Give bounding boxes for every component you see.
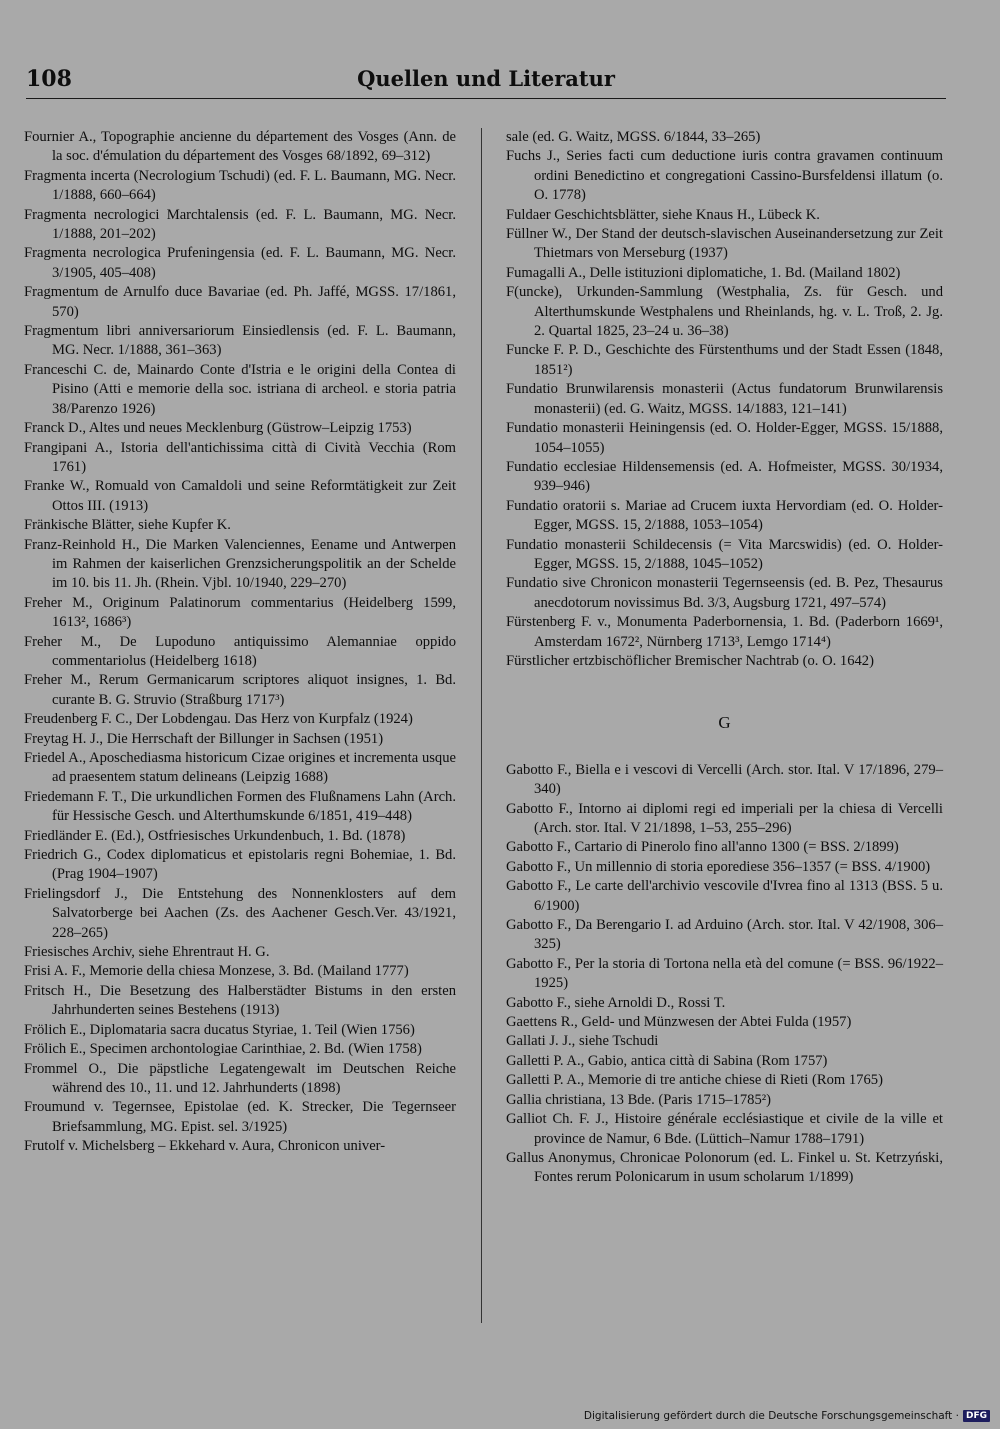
page-header xyxy=(26,66,946,100)
bibliography-entry: Gabotto F., Intorno ai diplomi regi ed imperiali per la chiesa di Vercelli (Arch. stor. Ital. V 21/1898, 1–53, 255–296) xyxy=(506,800,943,836)
bibliography-entry: Fragmenta necrologica Prufeningensia (ed. F. L. Baumann, MG. Necr. 3/1905, 405–408) xyxy=(24,245,456,281)
bibliography-entry: Fumagalli A., Delle istituzioni diplomatiche, 1. Bd. (Mailand 1802) xyxy=(506,264,901,281)
dfg-logo: DFG xyxy=(963,1410,990,1422)
bibliography-entry: Fürstlicher ertzbischöflicher Bremischer Nachtrab (o. O. 1642) xyxy=(506,652,874,669)
bibliography-entry: Frangipani A., Istoria dell'antichissima città di Cività Vecchia (Rom 1761) xyxy=(24,439,456,475)
bibliography-entry: Franck D., Altes und neues Mecklenburg (Güstrow–Leipzig 1753) xyxy=(24,420,412,437)
footer-text: Digitalisierung gefördert durch die Deutsche Forschungsgemeinschaft · xyxy=(583,1410,959,1422)
left-column xyxy=(24,128,456,1157)
bibliography-entry: Frölich E., Specimen archontologiae Carinthiae, 2. Bd. (Wien 1758) xyxy=(24,1041,422,1058)
bibliography-entry: Friedrich G., Codex diplomaticus et epistolaris regni Bohemiae, 1. Bd. (Prag 1904–1907) xyxy=(24,847,456,883)
bibliography-entry: Gabotto F., Biella e i vescovi di Vercelli (Arch. stor. Ital. V 17/1896, 279–340) xyxy=(506,761,943,798)
bibliography-entry: Franz-Reinhold H., Die Marken Valenciennes, Eename und Antwerpen im Rahmen der kaiserlichen Grenzsicherungspolitik an der Schelde im 10. bis 11. Jh. (Rhein. Vjbl. 10/1940, 229–270) xyxy=(24,536,456,592)
bibliography-entry: Friedemann F. T., Die urkundlichen Formen des Flußnamens Lahn (Arch. für Hessische Gesch. und Alterthumskunde 6/1851, 419–448) xyxy=(24,788,456,825)
bibliography-entry: Franke W., Romuald von Camaldoli und seine Reformtätigkeit zur Zeit Ottos III. (1913) xyxy=(24,478,456,514)
bibliography-entry: Gabotto F., Le carte dell'archivio vescovile d'Ivrea fino al 1313 (BSS. 5 u. 6/1900) xyxy=(506,878,943,914)
bibliography-entry: Fournier A., Topographie ancienne du département des Vosges (Ann. de la soc. d'émulation du département des Vosges 68/1892, 69–312) xyxy=(24,129,456,165)
bibliography-entry: Frommel O., Die päpstliche Legatengewalt im Deutschen Reiche während des 10., 11. und 12. Jahrhunderts (1898) xyxy=(24,1060,456,1096)
bibliography-entry: Frielingsdorf J., Die Entstehung des Nonnenklosters auf dem Salvatorberge bei Aachen (Zs. des Aachener Gesch.Ver. 43/1921, 228–265) xyxy=(24,885,456,941)
bibliography-entry: Funcke F. P. D., Geschichte des Fürstenthums und der Stadt Essen (1848, 1851²) xyxy=(506,342,943,378)
bibliography-entry: Frisi A. F., Memorie della chiesa Monzese, 3. Bd. (Mailand 1777) xyxy=(24,963,409,980)
bibliography-entry: Galliot Ch. F. J., Histoire générale ecclésiastique et civile de la ville et province de Namur, 6 Bde. (Lüttich–Namur 1788–1791) xyxy=(506,1111,943,1147)
column-divider xyxy=(481,128,482,1323)
bibliography-entry: Freudenberg F. C., Der Lobdengau. Das Herz von Kurpfalz (1924) xyxy=(24,711,413,728)
bibliography-entry: Fundatio ecclesiae Hildensemensis (ed. A. Hofmeister, MGSS. 30/1934, 939–946) xyxy=(506,458,943,495)
bibliography-entry: Fundatio monasterii Heiningensis (ed. O. Holder-Egger, MGSS. 15/1888, 1054–1055) xyxy=(506,420,943,456)
bibliography-entry: Froumund v. Tegernsee, Epistolae (ed. K. Strecker, Die Tegernseer Briefsammlung, MG. Epist. sel. 3/1925) xyxy=(24,1099,456,1135)
bibliography-entry: Fragmenta necrologici Marchtalensis (ed. F. L. Baumann, MG. Necr. 1/1888, 201–202) xyxy=(24,206,456,243)
bibliography-entry: Gallati J. J., siehe Tschudi xyxy=(506,1033,659,1050)
bibliography-entry: Fragmenta incerta (Necrologium Tschudi) (ed. F. L. Baumann, MG. Necr. 1/1888, 660–664) xyxy=(24,167,456,204)
bibliography-entry: Gabotto F., Cartario di Pinerolo fino all'anno 1300 (= BSS. 2/1899) xyxy=(506,839,899,856)
bibliography-entry: Fuldaer Geschichtsblätter, siehe Knaus H., Lübeck K. xyxy=(506,206,820,223)
running-title: Quellen und Literatur xyxy=(357,66,615,91)
bibliography-entry: Franceschi C. de, Mainardo Conte d'Istria e le origini della Contea di Pisino (Atti e memorie della soc. istriana di archeol. e storia patria 38/Parenzo 1926) xyxy=(24,361,456,417)
bibliography-entry: Fundatio monasterii Schildecensis (= Vita Marcswidis) (ed. O. Holder-Egger, MGSS. 15, 2/1888, 1045–1052) xyxy=(506,536,943,572)
footer xyxy=(584,1410,990,1422)
bibliography-entry: Fundatio oratorii s. Mariae ad Crucem iuxta Hervordiam (ed. O. Holder-Egger, MGSS. 15, 2/1888, 1053–1054) xyxy=(506,497,943,534)
bibliography-entry: Fragmentum de Arnulfo duce Bavariae (ed. Ph. Jaffé, MGSS. 17/1861, 570) xyxy=(24,284,456,320)
bibliography-entry: Gallia christiana, 13 Bde. (Paris 1715–1785²) xyxy=(506,1091,771,1108)
bibliography-entry: Freher M., Rerum Germanicarum scriptores aliquot insignes, 1. Bd. curante B. G. Struvio (Straßburg 1717³) xyxy=(24,672,456,708)
right-column xyxy=(506,128,943,1188)
page-number: 108 xyxy=(26,66,72,92)
bibliography-entry: Gabotto F., Da Berengario I. ad Arduino (Arch. stor. Ital. V 42/1908, 306–325) xyxy=(506,917,943,953)
bibliography-entry: Fuchs J., Series facti cum deductione iuris contra gravamen continuum ordini Benedictino et congregationi Cassino-Bursfeldensi illatum (o. O. 1778) xyxy=(506,148,943,204)
bibliography-entry: Gallus Anonymus, Chronicae Polonorum (ed. L. Finkel u. St. Ketrzyński, Fontes rerum Polonicarum in usum scholarum 1/1899) xyxy=(506,1149,943,1186)
bibliography-entry: Fundatio sive Chronicon monasterii Tegernseensis (ed. B. Pez, Thesaurus anecdotorum novissimus Bd. 3/3, Augsburg 1721, 497–574) xyxy=(506,575,943,611)
right-column-f-entries xyxy=(506,128,943,671)
bibliography-entry: Freytag H. J., Die Herrschaft der Billunger in Sachsen (1951) xyxy=(24,730,384,747)
header-rule xyxy=(26,98,946,99)
bibliography-entry: Gabotto F., siehe Arnoldi D., Rossi T. xyxy=(506,994,726,1011)
bibliography-entry: Fragmentum libri anniversariorum Einsiedlensis (ed. F. L. Baumann, MG. Necr. 1/1888, 361–363) xyxy=(24,323,456,359)
bibliography-entry: Friedländer E. (Ed.), Ostfriesisches Urkundenbuch, 1. Bd. (1878) xyxy=(24,827,406,844)
bibliography-entry: Gabotto F., Per la storia di Tortona nella età del comune (= BSS. 96/1922–1925) xyxy=(506,955,943,992)
bibliography-entry: Fundatio Brunwilarensis monasterii (Actus fundatorum Brunwilarensis monasterii) (ed. G. Waitz, MGSS. 14/1883, 121–141) xyxy=(506,381,943,417)
bibliography-entry: Galletti P. A., Gabio, antica città di Sabina (Rom 1757) xyxy=(506,1052,828,1069)
bibliography-entry: Galletti P. A., Memorie di tre antiche chiese di Rieti (Rom 1765) xyxy=(506,1072,883,1089)
bibliography-entry: Gaettens R., Geld- und Münzwesen der Abtei Fulda (1957) xyxy=(506,1014,852,1031)
section-letter: G xyxy=(718,713,731,733)
right-column-g-entries xyxy=(506,761,943,1188)
bibliography-entry: Füllner W., Der Stand der deutsch-slavischen Auseinandersetzung zur Zeit Thietmars von Merseburg (1937) xyxy=(506,226,943,262)
bibliography-entry: sale (ed. G. Waitz, MGSS. 6/1844, 33–265) xyxy=(506,129,761,145)
bibliography-entry: Freher M., Originum Palatinorum commentarius (Heidelberg 1599, 1613², 1686³) xyxy=(24,594,456,631)
bibliography-entry: Freher M., De Lupoduno antiquissimo Alemanniae oppido commentariolus (Heidelberg 1618) xyxy=(24,633,456,669)
bibliography-entry: Fritsch H., Die Besetzung des Halberstädter Bistums in den ersten Jahrhunderten seines Bestehens (1913) xyxy=(24,982,456,1019)
bibliography-entry: Frutolf v. Michelsberg – Ekkehard v. Aura, Chronicon univer- xyxy=(24,1138,386,1155)
bibliography-entry: Fürstenberg F. v., Monumenta Paderbornensia, 1. Bd. (Paderborn 1669¹, Amsterdam 1672², Nürnberg 1713³, Lemgo 1714⁴) xyxy=(506,614,943,650)
bibliography-entry: Friedel A., Aposchediasma historicum Cizae origines et incrementa usque ad praesentem statum delineans (Leipzig 1688) xyxy=(24,750,456,786)
bibliography-entry: Frölich E., Diplomataria sacra ducatus Styriae, 1. Teil (Wien 1756) xyxy=(24,1021,415,1038)
bibliography-entry: Friesisches Archiv, siehe Ehrentraut H. G. xyxy=(24,944,270,961)
bibliography-entry: Fränkische Blätter, siehe Kupfer K. xyxy=(24,517,231,534)
bibliography-entry: F(uncke), Urkunden-Sammlung (Westphalia, Zs. für Gesch. und Alterthumskunde Westphalens und Rheinlands, hg. v. L. Troß, 2. Jg. 2. Quartal 1825, 23–24 u. 36–38) xyxy=(506,284,943,340)
bibliography-entry: Gabotto F., Un millennio di storia eporediese 356–1357 (= BSS. 4/1900) xyxy=(506,858,931,875)
